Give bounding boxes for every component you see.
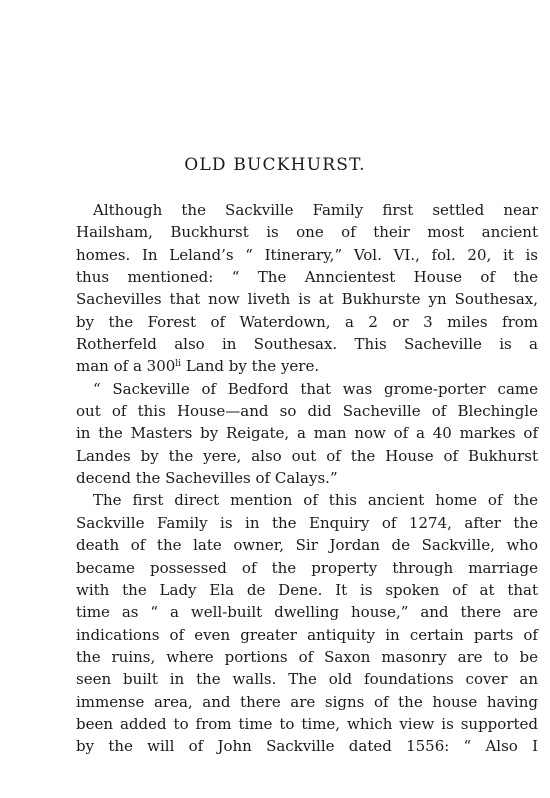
text-line: in the Masters by Reigate, a man now of a 40 markes of bbox=[76, 424, 538, 443]
text-line: by the Forest of Waterdown, a 2 or 3 miles from bbox=[76, 312, 538, 331]
body-text bbox=[76, 199, 538, 758]
text-line: seen built in the walls. The old foundations cover an bbox=[76, 670, 538, 689]
text-line: became possessed of the property through marriage bbox=[76, 558, 538, 577]
text-fragment: Land by the yere. bbox=[181, 357, 320, 376]
superscript-abbreviation: li bbox=[175, 359, 182, 370]
text-line: Sackville Family is in the Enquiry of 1274, after the bbox=[76, 513, 538, 532]
text-line: with the Lady Ela de Dene. It is spoken of at that bbox=[76, 580, 538, 599]
text-line: decend the Sachevilles of Calays.” bbox=[76, 469, 338, 488]
chapter-title: OLD BUCKHURST. bbox=[184, 155, 366, 175]
text-line: Rotherfeld also in Southesax. This Sacheville is a bbox=[76, 335, 538, 354]
text-line: Hailsham, Buckhurst is one of their most ancient bbox=[76, 223, 538, 242]
text-line: The first direct mention of this ancient home of the bbox=[93, 491, 538, 510]
text-line bbox=[76, 355, 538, 377]
text-line: out of this House—and so did Sacheville of Blechingle bbox=[76, 402, 538, 421]
text-line: Sachevilles that now liveth is at Bukhurste yn Southesax, bbox=[76, 290, 538, 309]
text-line: been added to from time to time, which view is supported bbox=[76, 714, 538, 733]
text-line: time as “ a well-built dwelling house,” and there are bbox=[76, 603, 538, 622]
text-line: Landes by the yere, also out of the House of Bukhurst bbox=[76, 446, 538, 465]
text-fragment: man of a 300 bbox=[76, 357, 176, 376]
text-line: Although the Sackville Family first settled near bbox=[93, 201, 538, 219]
text-line: the ruins, where portions of Saxon masonry are to be bbox=[76, 647, 538, 666]
text-line: immense area, and there are signs of the house having bbox=[76, 692, 538, 711]
text-line: indications of even greater antiquity in certain parts of bbox=[76, 625, 538, 644]
text-line: homes. In Leland’s “ Itinerary,” Vol. VI., fol. 20, it is bbox=[76, 245, 538, 264]
text-line: “ Sackeville of Bedford that was grome-porter came bbox=[93, 379, 538, 398]
text-line: thus mentioned: “ The Anncientest House of the bbox=[76, 268, 538, 287]
text-line: death of the late owner, Sir Jordan de Sackville, who bbox=[76, 536, 538, 555]
text-line: by the will of John Sackville dated 1556: “ Also I bbox=[76, 737, 538, 756]
